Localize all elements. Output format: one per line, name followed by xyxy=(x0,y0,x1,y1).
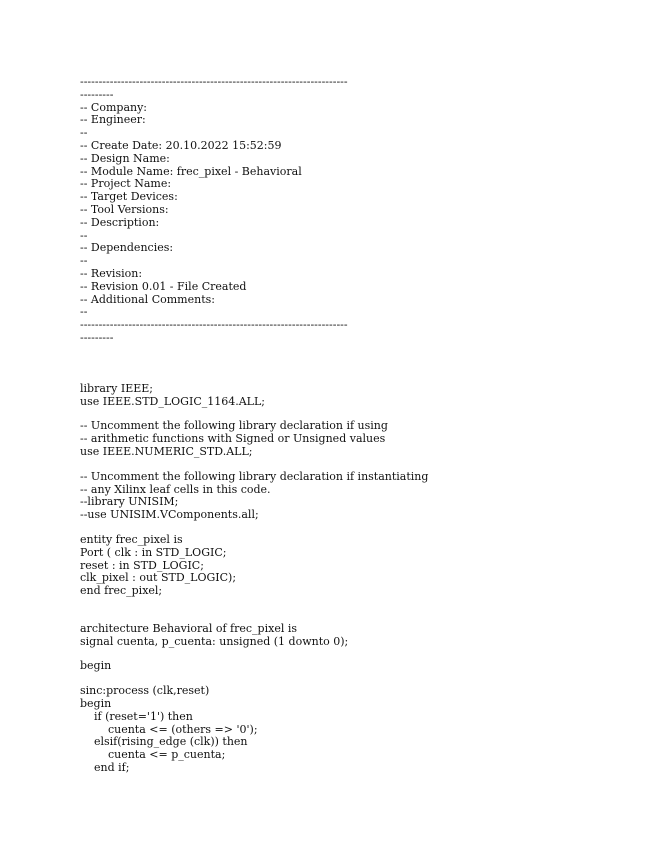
library-block xyxy=(80,383,640,409)
code-line: elsif(rising_edge (clk)) then xyxy=(80,735,248,749)
code-line: ------------------------------------------------------------------------ xyxy=(80,318,348,332)
code-line: -- Target Devices: xyxy=(80,190,178,204)
code-line: clk_pixel : out STD_LOGIC); xyxy=(80,571,237,585)
unisim-library-block xyxy=(80,471,640,522)
code-line: -- Tool Versions: xyxy=(80,202,169,216)
code-line: -- Description: xyxy=(80,215,160,229)
entity-block xyxy=(80,534,640,598)
code-line: -- Project Name: xyxy=(80,177,172,191)
code-line: -- xyxy=(80,305,88,319)
code-line: -- Uncomment the following library declaration if using xyxy=(80,419,388,433)
code-line: use IEEE.NUMERIC_STD.ALL; xyxy=(80,444,253,458)
code-line: -- Company: xyxy=(80,100,148,114)
code-line: reset : in STD_LOGIC; xyxy=(80,558,204,572)
code-line: -- Additional Comments: xyxy=(80,292,215,306)
code-line: use IEEE.STD_LOGIC_1164.ALL; xyxy=(80,394,265,408)
numeric-library-block xyxy=(80,420,640,458)
code-line: -- xyxy=(80,254,88,268)
header-comment-block xyxy=(80,76,640,345)
code-line: -- Dependencies: xyxy=(80,241,174,255)
code-line: begin xyxy=(80,659,112,673)
code-line: -- xyxy=(80,126,88,140)
code-line: Port ( clk : in STD_LOGIC; xyxy=(80,545,227,559)
code-line: -- arithmetic functions with Signed or Unsigned values xyxy=(80,432,386,446)
code-line: -- xyxy=(80,228,88,242)
code-line: --use UNISIM.VComponents.all; xyxy=(80,508,259,522)
code-line: end if; xyxy=(80,761,130,775)
code-line: -- Revision: xyxy=(80,266,143,280)
code-line: library IEEE; xyxy=(80,381,154,395)
code-line: sinc:process (clk,reset) xyxy=(80,684,210,698)
code-line: -- Create Date: 20.10.2022 15:52:59 xyxy=(80,138,282,152)
code-line: --library UNISIM; xyxy=(80,495,179,509)
code-line: signal cuenta, p_cuenta: unsigned (1 downto 0); xyxy=(80,634,349,648)
code-line: cuenta <= (others => '0'); xyxy=(80,722,258,736)
code-line: end frec_pixel; xyxy=(80,584,163,598)
code-line: -- Engineer: xyxy=(80,113,146,127)
code-line: -- Revision 0.01 - File Created xyxy=(80,279,247,293)
code-line: --------- xyxy=(80,330,114,344)
process-block xyxy=(80,685,640,775)
code-line: entity frec_pixel is xyxy=(80,532,183,546)
code-line: ------------------------------------------------------------------------ xyxy=(80,75,348,88)
code-line: architecture Behavioral of frec_pixel is xyxy=(80,621,298,635)
begin-block xyxy=(80,660,640,673)
code-line: --------- xyxy=(80,87,114,101)
code-line: -- Design Name: xyxy=(80,151,170,165)
code-line: if (reset='1') then xyxy=(80,709,193,723)
code-line: -- any Xilinx leaf cells in this code. xyxy=(80,482,271,496)
code-line: -- Uncomment the following library declaration if instantiating xyxy=(80,469,429,483)
code-line: cuenta <= p_cuenta; xyxy=(80,748,226,762)
code-line: -- Module Name: frec_pixel - Behavioral xyxy=(80,164,302,178)
architecture-block xyxy=(80,623,640,649)
code-line: begin xyxy=(80,697,112,711)
vhdl-code-listing xyxy=(80,76,640,775)
